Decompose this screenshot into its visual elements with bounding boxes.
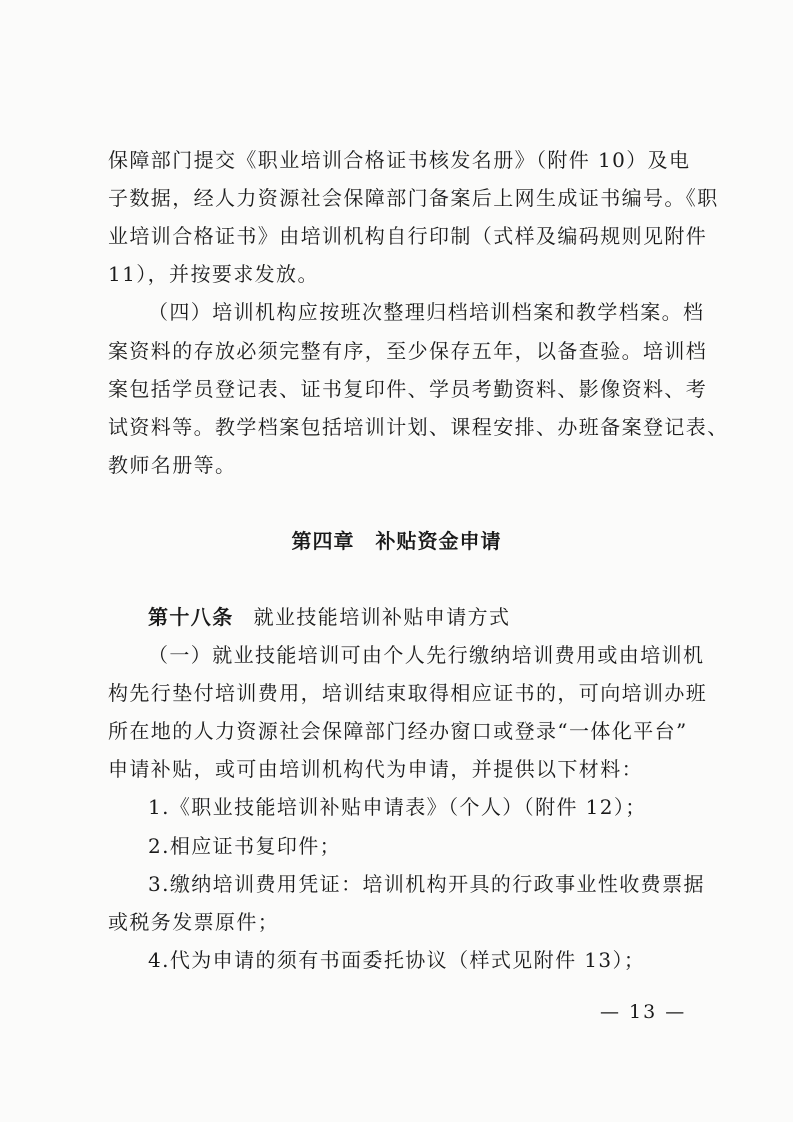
material-item: 4.代为申请的须有书面委托协议（样式见附件 13）； (148, 948, 646, 972)
paragraph-line: 业培训合格证书》由培训机构自行印制（式样及编码规则见附件 (108, 224, 708, 248)
paragraph-line: 教师名册等。 (108, 453, 237, 477)
paragraph-line: 保障部门提交《职业培训合格证书核发名册》（附件 10）及电 (108, 148, 691, 172)
material-item: 或税务发票原件； (108, 910, 280, 934)
paragraph-line: 子数据，经人力资源社会保障部门备案后上网生成证书编号。《职 (108, 186, 719, 210)
paragraph-line: （一）就业技能培训可由个人先行缴纳培训费用或由培训机 (148, 643, 705, 667)
paragraph-line: 申请补贴，或可由培训机构代为申请，并提供以下材料： (108, 757, 643, 781)
article-number: 第十八条 (148, 605, 234, 629)
paragraph-line: 11），并按要求发放。 (108, 262, 319, 286)
page-number: — 13 — (600, 1001, 687, 1023)
paragraph-line: 试资料等。教学档案包括培训计划、课程安排、办班备案登记表、 (108, 415, 729, 439)
material-item: 2.相应证书复印件； (148, 834, 342, 858)
paragraph-line: 案资料的存放必须完整有序，至少保存五年，以备查验。培训档 (108, 339, 708, 363)
paragraph-line: 构先行垫付培训费用，培训结束取得相应证书的，可向培训办班 (108, 681, 708, 705)
paragraph-line: 所在地的人力资源社会保障部门经办窗口或登录“一体化平台” (108, 719, 688, 743)
chapter-title: 第四章 补贴资金申请 (291, 529, 502, 553)
article-title: 就业技能培训补贴申请方式 (253, 605, 511, 629)
paragraph-line: 案包括学员登记表、证书复印件、学员考勤资料、影像资料、考 (108, 377, 708, 401)
article-heading (148, 605, 698, 629)
material-item: 1.《职业技能培训补贴申请表》（个人）（附件 12）； (148, 795, 647, 819)
paragraph-line: （四）培训机构应按班次整理归档培训档案和教学档案。档 (148, 300, 705, 324)
material-item: 3.缴纳培训费用凭证：培训机构开具的行政事业性收费票据 (148, 872, 705, 896)
